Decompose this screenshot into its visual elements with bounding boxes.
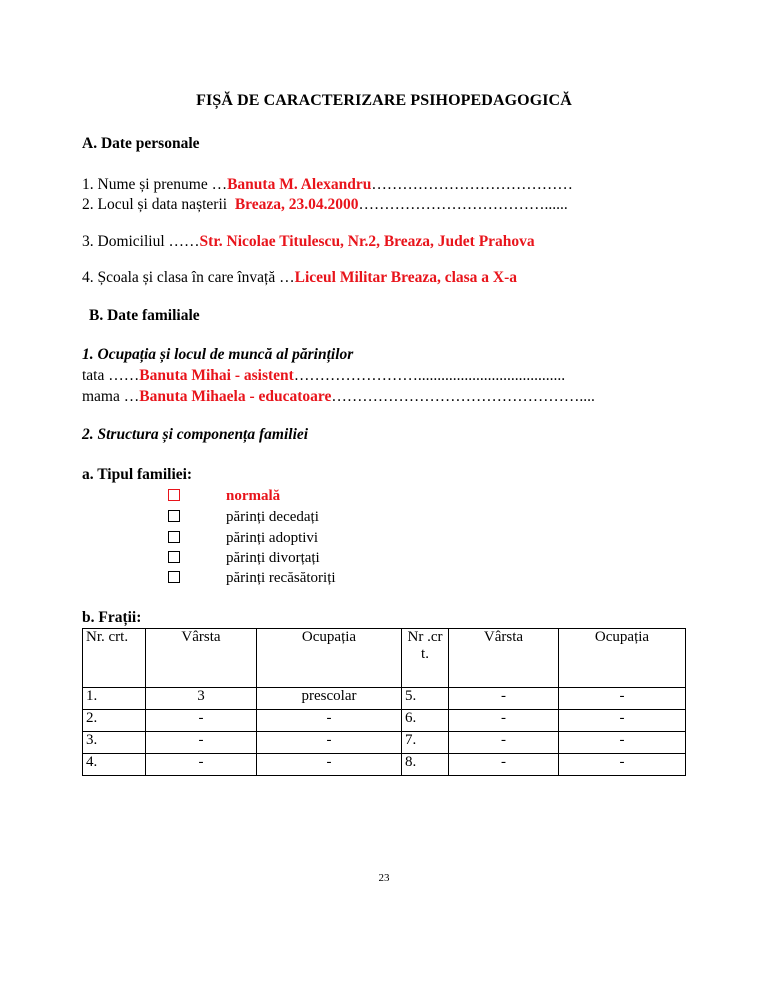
table-cell: - bbox=[257, 732, 402, 754]
tipul-option-label: părinți recăsătoriți bbox=[226, 570, 336, 586]
column-header: Nr. crt. bbox=[83, 629, 146, 688]
table-cell: - bbox=[146, 754, 257, 776]
table-cell: 4. bbox=[83, 754, 146, 776]
tata-line bbox=[82, 367, 565, 385]
table-cell: 2. bbox=[83, 710, 146, 732]
frati-table bbox=[82, 628, 686, 776]
domiciliu-value: Str. Nicolae Titulescu, Nr.2, Breaza, Judet Prahova bbox=[199, 233, 535, 250]
tata-dots: ……………………...................................... bbox=[293, 367, 566, 384]
table-cell: - bbox=[559, 688, 686, 710]
page-number: 23 bbox=[378, 872, 390, 884]
domiciliu-label: 3. Domiciliul …… bbox=[82, 233, 200, 250]
table-cell: - bbox=[559, 754, 686, 776]
column-header: Ocupația bbox=[257, 629, 402, 688]
mama-line bbox=[82, 388, 595, 406]
checkbox-icon[interactable] bbox=[168, 489, 180, 501]
mama-dots: ………………………………………….... bbox=[331, 388, 595, 405]
table-cell: - bbox=[449, 710, 559, 732]
table-row bbox=[83, 688, 686, 710]
tata-label: tata …… bbox=[82, 367, 140, 384]
table-row bbox=[83, 732, 686, 754]
mama-label: mama … bbox=[82, 388, 140, 405]
column-header: Ocupația bbox=[559, 629, 686, 688]
frati-heading: b. Frații: bbox=[82, 609, 142, 626]
table-cell: - bbox=[449, 688, 559, 710]
tipul-option-adoptivi[interactable] bbox=[168, 530, 319, 547]
column-header: Vârsta bbox=[449, 629, 559, 688]
column-header: Nr .cr t. bbox=[402, 629, 449, 688]
table-cell: 3. bbox=[83, 732, 146, 754]
tipul-option-recasatoriti[interactable] bbox=[168, 570, 336, 587]
domiciliu-line bbox=[82, 233, 535, 251]
table-cell: - bbox=[146, 710, 257, 732]
scoala-line bbox=[82, 269, 517, 287]
tata-value: Banuta Mihai - asistent bbox=[139, 367, 294, 384]
locul-value: Breaza, 23.04.2000 bbox=[234, 196, 359, 213]
mama-value: Banuta Mihaela - educatoare bbox=[139, 388, 332, 405]
locul-label: 2. Locul și data nașterii bbox=[82, 196, 228, 213]
nume-label: 1. Nume și prenume … bbox=[82, 176, 228, 193]
locul-dots: ………………………………...... bbox=[358, 196, 568, 213]
table-cell: - bbox=[559, 732, 686, 754]
page-title: FIȘĂ DE CARACTERIZARE PSIHOPEDAGOGICĂ bbox=[196, 92, 572, 109]
checkbox-icon[interactable] bbox=[168, 551, 180, 563]
table-row bbox=[83, 710, 686, 732]
table-cell: - bbox=[449, 754, 559, 776]
table-cell: - bbox=[257, 710, 402, 732]
table-cell: 8. bbox=[402, 754, 449, 776]
column-header: Vârsta bbox=[146, 629, 257, 688]
locul-line bbox=[82, 196, 568, 214]
tipul-option-decedati[interactable] bbox=[168, 509, 319, 526]
table-cell: prescolar bbox=[257, 688, 402, 710]
tipul-option-label: normală bbox=[226, 488, 281, 504]
table-cell: 5. bbox=[402, 688, 449, 710]
nume-value: Banuta M. Alexandru bbox=[227, 176, 372, 193]
checkbox-icon[interactable] bbox=[168, 571, 180, 583]
table-cell: - bbox=[449, 732, 559, 754]
structura-heading: 2. Structura și componența familiei bbox=[82, 426, 309, 443]
tipul-option-normala[interactable] bbox=[168, 488, 281, 505]
tipul-option-divortati[interactable] bbox=[168, 550, 320, 567]
tipul-option-label: părinți adoptivi bbox=[226, 530, 319, 546]
table-header-row bbox=[83, 629, 686, 688]
ocupatia-heading: 1. Ocupația și locul de muncă al părinților bbox=[82, 346, 354, 363]
tipul-heading: a. Tipul familiei: bbox=[82, 466, 193, 483]
table-cell: - bbox=[257, 754, 402, 776]
tipul-option-label: părinți divorțați bbox=[226, 550, 320, 566]
table-cell: 1. bbox=[83, 688, 146, 710]
checkbox-icon[interactable] bbox=[168, 531, 180, 543]
table-cell: 6. bbox=[402, 710, 449, 732]
table-cell: - bbox=[559, 710, 686, 732]
tipul-option-label: părinți decedați bbox=[226, 509, 319, 525]
table-cell: - bbox=[146, 732, 257, 754]
scoala-label: 4. Școala și clasa în care învață … bbox=[82, 269, 295, 286]
nume-line bbox=[82, 176, 573, 194]
table-row bbox=[83, 754, 686, 776]
section-a-heading: A. Date personale bbox=[82, 135, 200, 152]
section-b-heading: B. Date familiale bbox=[89, 307, 200, 324]
checkbox-icon[interactable] bbox=[168, 510, 180, 522]
scoala-value: Liceul Militar Breaza, clasa a X-a bbox=[294, 269, 518, 286]
table-cell: 3 bbox=[146, 688, 257, 710]
nume-dots: ………………………………… bbox=[371, 176, 573, 193]
table-cell: 7. bbox=[402, 732, 449, 754]
